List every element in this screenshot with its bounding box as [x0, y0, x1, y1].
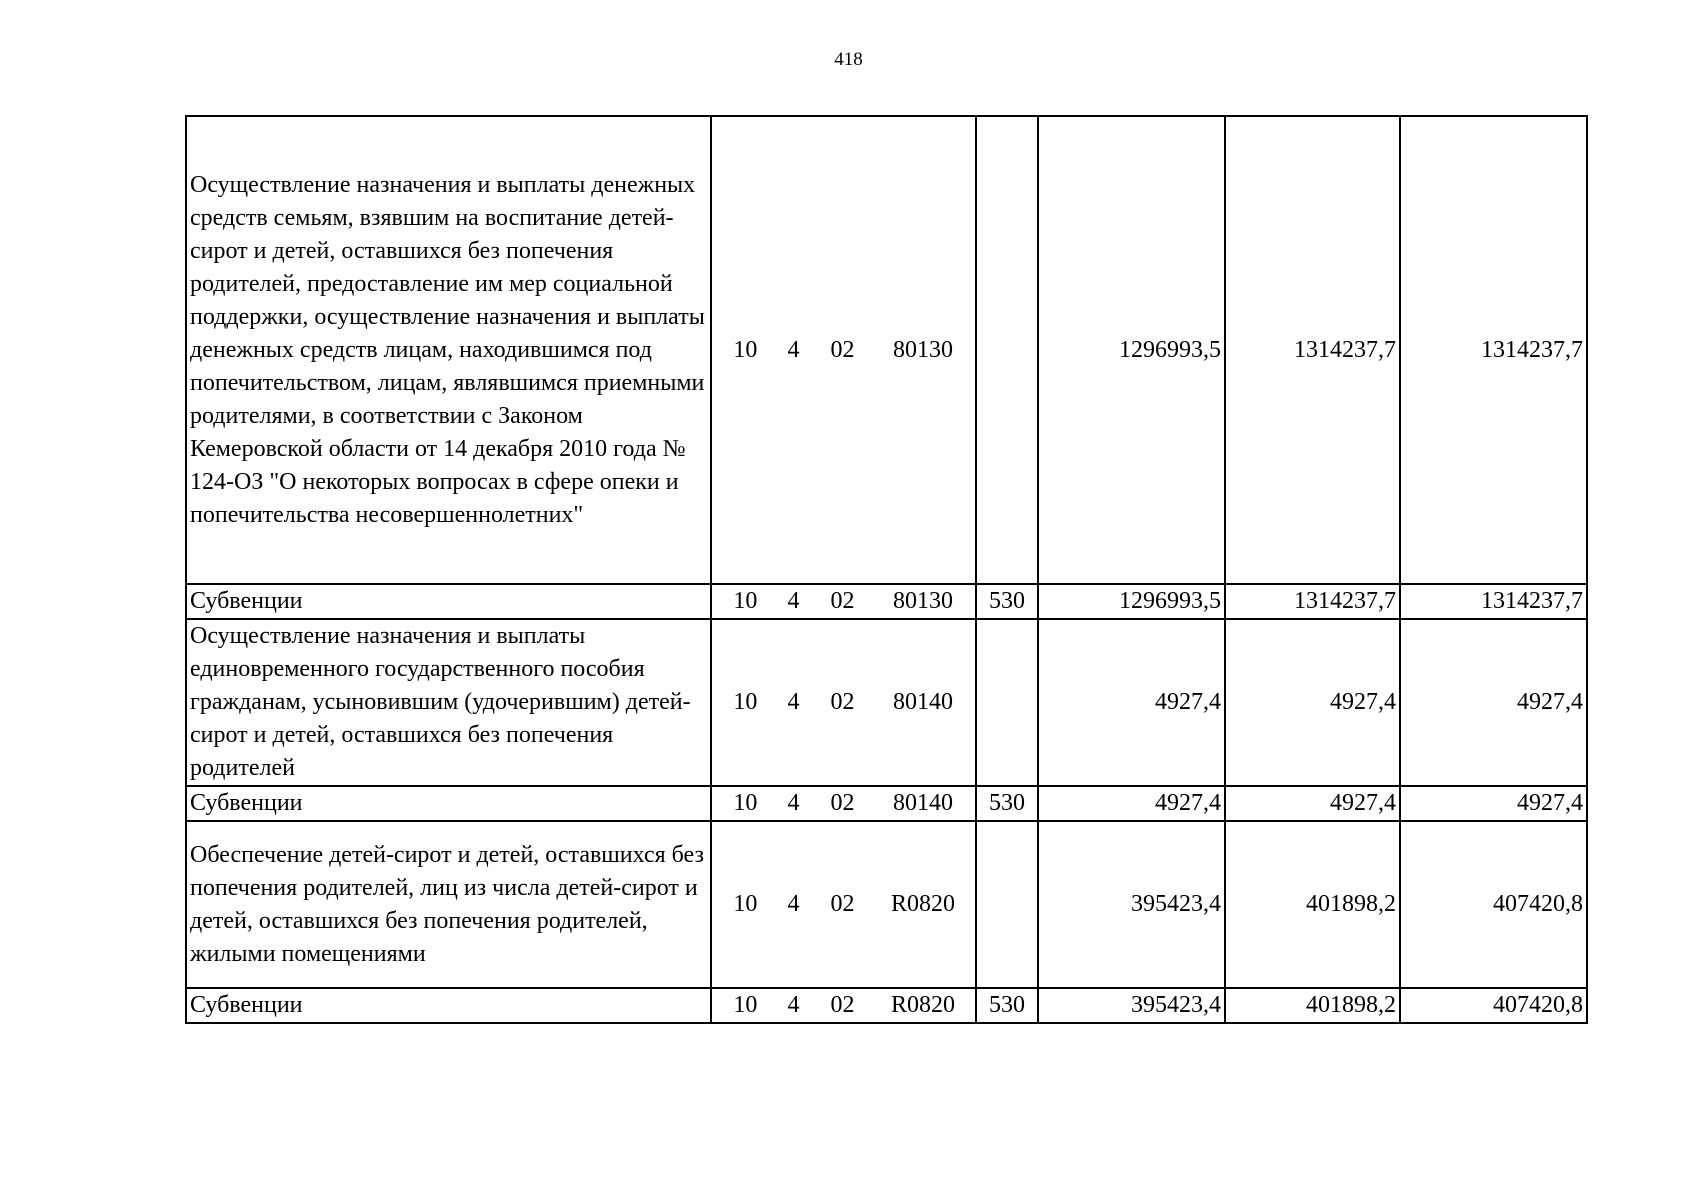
amount-year-3: 407420,8 — [1400, 821, 1587, 988]
section-code: 10 — [733, 891, 758, 917]
section-code: 10 — [733, 336, 758, 363]
program-code: 4 — [787, 588, 800, 614]
program-code: 4 — [787, 992, 800, 1018]
section-code: 10 — [733, 790, 758, 816]
table-row — [186, 786, 1587, 821]
subprogram-code: 02 — [830, 689, 855, 715]
amount-year-1: 1296993,5 — [1038, 116, 1225, 584]
amount-year-3: 1314237,7 — [1400, 584, 1587, 619]
amount-year-1: 1296993,5 — [1038, 584, 1225, 619]
subprogram-code: 02 — [830, 891, 855, 917]
expense-type-code — [976, 116, 1038, 584]
row-codes — [711, 821, 976, 988]
direction-code: R0820 — [890, 891, 955, 917]
amount-year-2: 4927,4 — [1225, 619, 1400, 786]
direction-code: 80130 — [892, 336, 953, 363]
amount-year-2: 1314237,7 — [1225, 116, 1400, 584]
table-row — [186, 116, 1587, 584]
amount-year-1: 395423,4 — [1038, 988, 1225, 1023]
expense-type-code — [976, 821, 1038, 988]
amount-year-2: 401898,2 — [1225, 988, 1400, 1023]
budget-table — [185, 115, 1588, 1024]
subprogram-code: 02 — [830, 336, 855, 363]
expense-type-code: 530 — [976, 786, 1038, 821]
program-code: 4 — [787, 689, 800, 715]
amount-year-2: 401898,2 — [1225, 821, 1400, 988]
amount-year-3: 4927,4 — [1400, 786, 1587, 821]
program-code: 4 — [787, 790, 800, 816]
row-description: Осуществление назначения и выплаты денежных средств семьям, взявшим на воспитание детей-сирот и детей, оставшихся без попечения родителей, предоставление им мер социальной поддержки, осуществление назначения и выплаты денежных средств лицам, находившимся под попечительством, лицам, являвшимся приемными родителями, в соответствии с Законом Кемеровской области от 14 декабря 2010 года № 124-ОЗ "О некоторых вопросах в сфере опеки и попечительства несовершеннолетних" — [186, 116, 711, 584]
program-code: 4 — [787, 336, 800, 363]
table-row — [186, 619, 1587, 786]
direction-code: 80130 — [892, 588, 953, 614]
row-codes — [711, 988, 976, 1023]
table-row — [186, 821, 1587, 988]
subprogram-code: 02 — [830, 992, 855, 1018]
subprogram-code: 02 — [830, 790, 855, 816]
expense-type-code: 530 — [976, 584, 1038, 619]
page-number: 418 — [834, 49, 863, 70]
amount-year-2: 4927,4 — [1225, 786, 1400, 821]
row-codes — [711, 619, 976, 786]
row-codes — [711, 786, 976, 821]
amount-year-2: 1314237,7 — [1225, 584, 1400, 619]
row-description: Субвенции — [186, 988, 711, 1023]
direction-code: 80140 — [892, 790, 953, 816]
row-description: Обеспечение детей-сирот и детей, оставшихся без попечения родителей, лиц из числа детей-сирот и детей, оставшихся без попечения родителей, жилыми помещениями — [186, 821, 711, 988]
direction-code: 80140 — [892, 689, 953, 715]
row-description: Субвенции — [186, 786, 711, 821]
section-code: 10 — [733, 992, 758, 1018]
expense-type-code: 530 — [976, 988, 1038, 1023]
amount-year-3: 407420,8 — [1400, 988, 1587, 1023]
direction-code: R0820 — [890, 992, 955, 1018]
amount-year-1: 4927,4 — [1038, 619, 1225, 786]
section-code: 10 — [733, 689, 758, 715]
row-codes — [711, 116, 976, 584]
amount-year-3: 4927,4 — [1400, 619, 1587, 786]
expense-type-code — [976, 619, 1038, 786]
row-description: Осуществление назначения и выплаты единовременного государственного пособия гражданам, усыновившим (удочерившим) детей-сирот и детей, оставшихся без попечения родителей — [186, 619, 711, 786]
amount-year-1: 395423,4 — [1038, 821, 1225, 988]
row-codes — [711, 584, 976, 619]
program-code: 4 — [787, 891, 800, 917]
table-row — [186, 988, 1587, 1023]
subprogram-code: 02 — [830, 588, 855, 614]
section-code: 10 — [733, 588, 758, 614]
amount-year-3: 1314237,7 — [1400, 116, 1587, 584]
table-row — [186, 584, 1587, 619]
row-description: Субвенции — [186, 584, 711, 619]
amount-year-1: 4927,4 — [1038, 786, 1225, 821]
